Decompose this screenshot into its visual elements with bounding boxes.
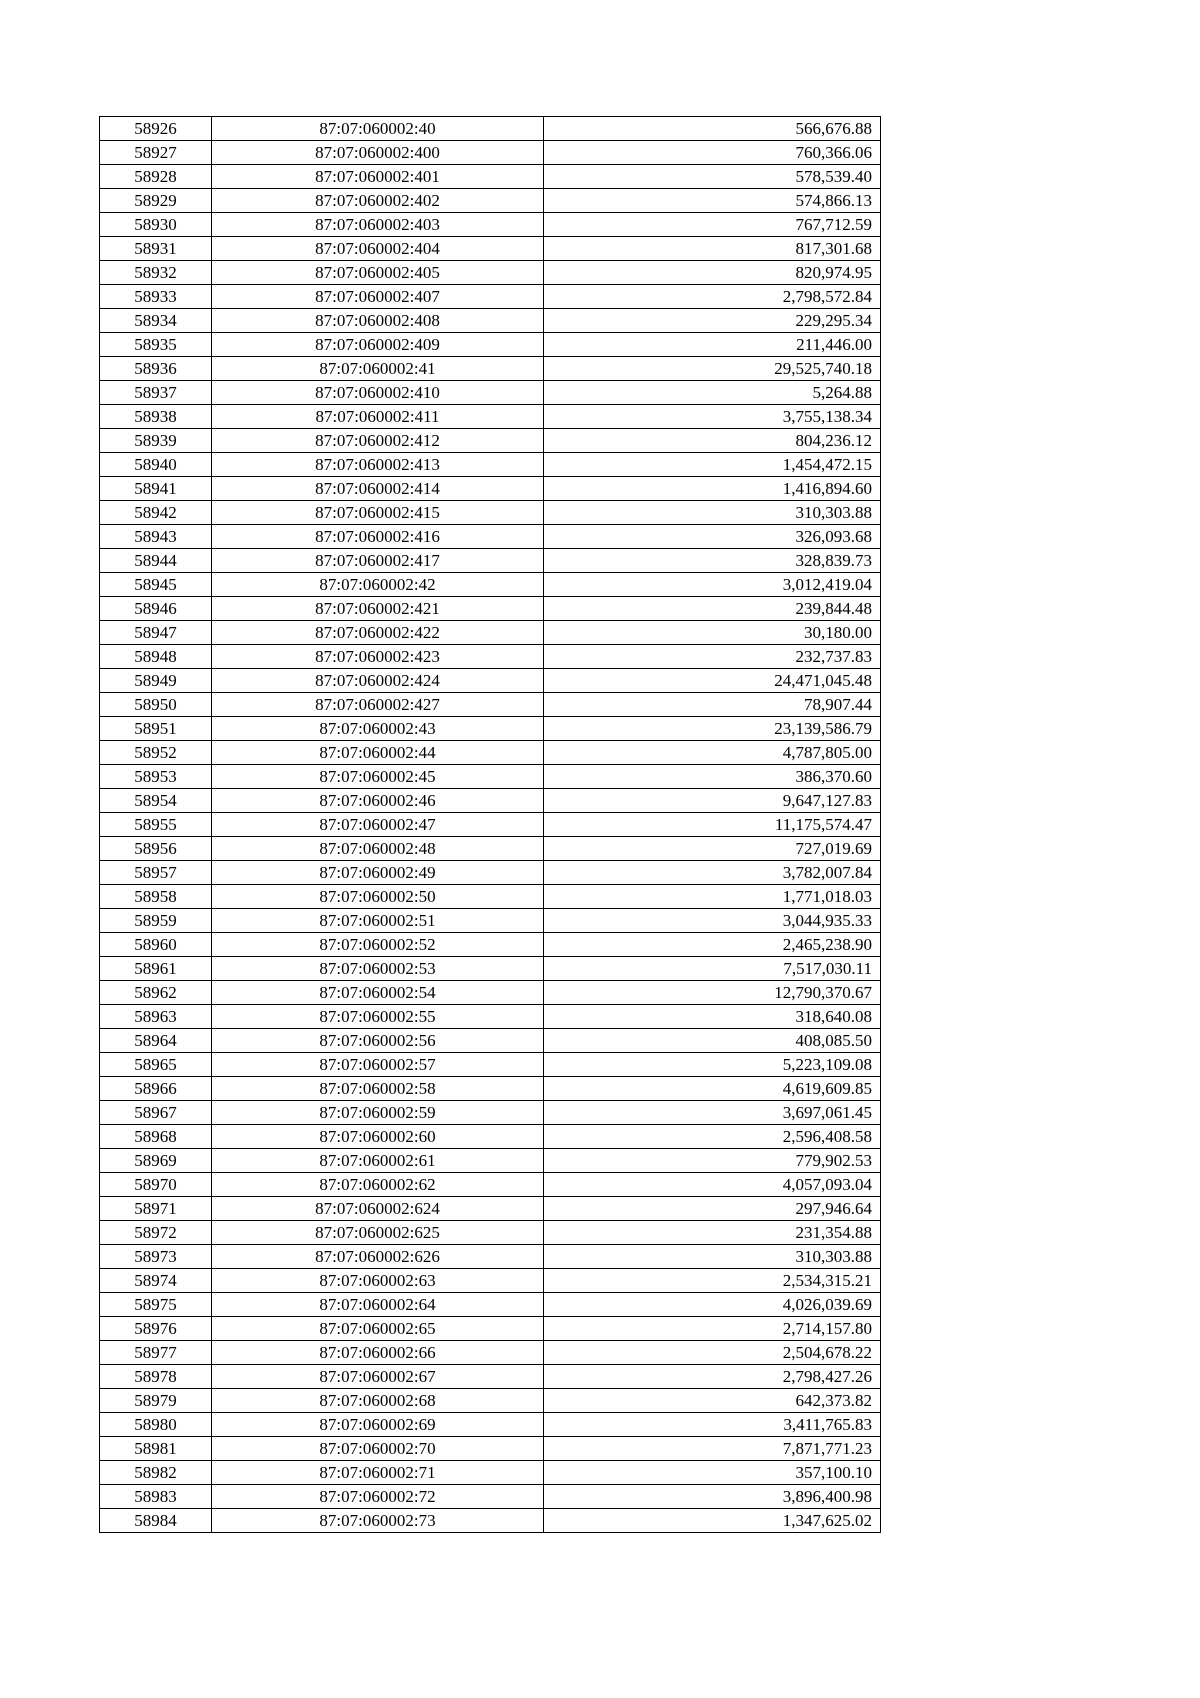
- cadastral-id-cell: 87:07:060002:47: [212, 813, 544, 837]
- value-cell: 779,902.53: [544, 1149, 881, 1173]
- value-cell: 318,640.08: [544, 1005, 881, 1029]
- value-cell: 12,790,370.67: [544, 981, 881, 1005]
- value-cell: 2,534,315.21: [544, 1269, 881, 1293]
- row-number-cell: 58931: [100, 237, 212, 261]
- value-cell: 29,525,740.18: [544, 357, 881, 381]
- value-cell: 4,026,039.69: [544, 1293, 881, 1317]
- row-number-cell: 58947: [100, 621, 212, 645]
- row-number-cell: 58954: [100, 789, 212, 813]
- row-number-cell: 58952: [100, 741, 212, 765]
- table-row: [100, 933, 881, 957]
- row-number-cell: 58971: [100, 1197, 212, 1221]
- row-number-cell: 58960: [100, 933, 212, 957]
- cadastral-id-cell: 87:07:060002:413: [212, 453, 544, 477]
- row-number-cell: 58928: [100, 165, 212, 189]
- table-row: [100, 1389, 881, 1413]
- row-number-cell: 58978: [100, 1365, 212, 1389]
- row-number-cell: 58948: [100, 645, 212, 669]
- cadastral-id-cell: 87:07:060002:61: [212, 1149, 544, 1173]
- value-cell: 760,366.06: [544, 141, 881, 165]
- table-row: [100, 1365, 881, 1389]
- table-row: [100, 1437, 881, 1461]
- table-row: [100, 837, 881, 861]
- cadastral-id-cell: 87:07:060002:65: [212, 1317, 544, 1341]
- row-number-cell: 58983: [100, 1485, 212, 1509]
- row-number-cell: 58929: [100, 189, 212, 213]
- table-row: [100, 501, 881, 525]
- cadastral-id-cell: 87:07:060002:73: [212, 1509, 544, 1533]
- table-body: [100, 117, 881, 1533]
- table-row: [100, 1125, 881, 1149]
- cadastral-id-cell: 87:07:060002:423: [212, 645, 544, 669]
- row-number-cell: 58957: [100, 861, 212, 885]
- value-cell: 3,012,419.04: [544, 573, 881, 597]
- value-cell: 328,839.73: [544, 549, 881, 573]
- value-cell: 3,896,400.98: [544, 1485, 881, 1509]
- row-number-cell: 58949: [100, 669, 212, 693]
- cadastral-id-cell: 87:07:060002:53: [212, 957, 544, 981]
- cadastral-id-cell: 87:07:060002:401: [212, 165, 544, 189]
- cadastral-id-cell: 87:07:060002:415: [212, 501, 544, 525]
- value-cell: 566,676.88: [544, 117, 881, 141]
- cadastral-id-cell: 87:07:060002:51: [212, 909, 544, 933]
- value-cell: 5,223,109.08: [544, 1053, 881, 1077]
- row-number-cell: 58982: [100, 1461, 212, 1485]
- row-number-cell: 58942: [100, 501, 212, 525]
- row-number-cell: 58959: [100, 909, 212, 933]
- value-cell: 9,647,127.83: [544, 789, 881, 813]
- value-cell: 4,057,093.04: [544, 1173, 881, 1197]
- value-cell: 211,446.00: [544, 333, 881, 357]
- cadastral-id-cell: 87:07:060002:54: [212, 981, 544, 1005]
- value-cell: 2,596,408.58: [544, 1125, 881, 1149]
- cadastral-id-cell: 87:07:060002:46: [212, 789, 544, 813]
- row-number-cell: 58945: [100, 573, 212, 597]
- cadastral-id-cell: 87:07:060002:424: [212, 669, 544, 693]
- cadastral-id-cell: 87:07:060002:416: [212, 525, 544, 549]
- table-row: [100, 213, 881, 237]
- cadastral-id-cell: 87:07:060002:407: [212, 285, 544, 309]
- table-row: [100, 453, 881, 477]
- row-number-cell: 58975: [100, 1293, 212, 1317]
- row-number-cell: 58926: [100, 117, 212, 141]
- cadastral-id-cell: 87:07:060002:66: [212, 1341, 544, 1365]
- cadastral-id-cell: 87:07:060002:69: [212, 1413, 544, 1437]
- cadastral-id-cell: 87:07:060002:408: [212, 309, 544, 333]
- table-row: [100, 669, 881, 693]
- value-cell: 78,907.44: [544, 693, 881, 717]
- row-number-cell: 58953: [100, 765, 212, 789]
- table-row: [100, 261, 881, 285]
- table-row: [100, 1461, 881, 1485]
- row-number-cell: 58935: [100, 333, 212, 357]
- cadastral-id-cell: 87:07:060002:410: [212, 381, 544, 405]
- cadastral-id-cell: 87:07:060002:44: [212, 741, 544, 765]
- value-cell: 574,866.13: [544, 189, 881, 213]
- table-row: [100, 1317, 881, 1341]
- row-number-cell: 58932: [100, 261, 212, 285]
- row-number-cell: 58962: [100, 981, 212, 1005]
- row-number-cell: 58970: [100, 1173, 212, 1197]
- cadastral-id-cell: 87:07:060002:42: [212, 573, 544, 597]
- row-number-cell: 58927: [100, 141, 212, 165]
- value-cell: 1,347,625.02: [544, 1509, 881, 1533]
- table-row: [100, 333, 881, 357]
- value-cell: 11,175,574.47: [544, 813, 881, 837]
- row-number-cell: 58973: [100, 1245, 212, 1269]
- value-cell: 408,085.50: [544, 1029, 881, 1053]
- cadastral-id-cell: 87:07:060002:49: [212, 861, 544, 885]
- row-number-cell: 58944: [100, 549, 212, 573]
- table-row: [100, 309, 881, 333]
- value-cell: 817,301.68: [544, 237, 881, 261]
- cadastral-id-cell: 87:07:060002:403: [212, 213, 544, 237]
- value-cell: 3,044,935.33: [544, 909, 881, 933]
- cadastral-id-cell: 87:07:060002:68: [212, 1389, 544, 1413]
- cadastral-id-cell: 87:07:060002:404: [212, 237, 544, 261]
- value-cell: 310,303.88: [544, 501, 881, 525]
- value-cell: 4,619,609.85: [544, 1077, 881, 1101]
- row-number-cell: 58946: [100, 597, 212, 621]
- table-row: [100, 573, 881, 597]
- data-table: [99, 116, 881, 1533]
- value-cell: 229,295.34: [544, 309, 881, 333]
- table-row: [100, 717, 881, 741]
- row-number-cell: 58934: [100, 309, 212, 333]
- table-row: [100, 789, 881, 813]
- table-row: [100, 1269, 881, 1293]
- cadastral-id-cell: 87:07:060002:40: [212, 117, 544, 141]
- table-row: [100, 141, 881, 165]
- table-row: [100, 477, 881, 501]
- value-cell: 357,100.10: [544, 1461, 881, 1485]
- cadastral-id-cell: 87:07:060002:59: [212, 1101, 544, 1125]
- cadastral-id-cell: 87:07:060002:405: [212, 261, 544, 285]
- cadastral-id-cell: 87:07:060002:422: [212, 621, 544, 645]
- cadastral-id-cell: 87:07:060002:60: [212, 1125, 544, 1149]
- value-cell: 804,236.12: [544, 429, 881, 453]
- table-row: [100, 1509, 881, 1533]
- row-number-cell: 58972: [100, 1221, 212, 1245]
- table-row: [100, 813, 881, 837]
- cadastral-id-cell: 87:07:060002:52: [212, 933, 544, 957]
- cadastral-id-cell: 87:07:060002:64: [212, 1293, 544, 1317]
- cadastral-id-cell: 87:07:060002:43: [212, 717, 544, 741]
- table-row: [100, 237, 881, 261]
- value-cell: 2,798,572.84: [544, 285, 881, 309]
- table-row: [100, 165, 881, 189]
- table-row: [100, 645, 881, 669]
- row-number-cell: 58980: [100, 1413, 212, 1437]
- row-number-cell: 58936: [100, 357, 212, 381]
- cadastral-id-cell: 87:07:060002:45: [212, 765, 544, 789]
- row-number-cell: 58969: [100, 1149, 212, 1173]
- value-cell: 3,755,138.34: [544, 405, 881, 429]
- value-cell: 2,798,427.26: [544, 1365, 881, 1389]
- row-number-cell: 58964: [100, 1029, 212, 1053]
- table-row: [100, 885, 881, 909]
- value-cell: 2,504,678.22: [544, 1341, 881, 1365]
- value-cell: 767,712.59: [544, 213, 881, 237]
- row-number-cell: 58938: [100, 405, 212, 429]
- table-row: [100, 189, 881, 213]
- row-number-cell: 58958: [100, 885, 212, 909]
- value-cell: 297,946.64: [544, 1197, 881, 1221]
- value-cell: 232,737.83: [544, 645, 881, 669]
- value-cell: 23,139,586.79: [544, 717, 881, 741]
- table-row: [100, 909, 881, 933]
- table-row: [100, 861, 881, 885]
- cadastral-id-cell: 87:07:060002:63: [212, 1269, 544, 1293]
- cadastral-id-cell: 87:07:060002:414: [212, 477, 544, 501]
- cadastral-id-cell: 87:07:060002:58: [212, 1077, 544, 1101]
- cadastral-id-cell: 87:07:060002:67: [212, 1365, 544, 1389]
- table-row: [100, 741, 881, 765]
- table-row: [100, 117, 881, 141]
- cadastral-id-cell: 87:07:060002:72: [212, 1485, 544, 1509]
- table-row: [100, 1341, 881, 1365]
- row-number-cell: 58955: [100, 813, 212, 837]
- table-row: [100, 1413, 881, 1437]
- cadastral-id-cell: 87:07:060002:412: [212, 429, 544, 453]
- cadastral-id-cell: 87:07:060002:71: [212, 1461, 544, 1485]
- value-cell: 30,180.00: [544, 621, 881, 645]
- value-cell: 578,539.40: [544, 165, 881, 189]
- row-number-cell: 58937: [100, 381, 212, 405]
- row-number-cell: 58940: [100, 453, 212, 477]
- value-cell: 7,517,030.11: [544, 957, 881, 981]
- cadastral-id-cell: 87:07:060002:411: [212, 405, 544, 429]
- row-number-cell: 58981: [100, 1437, 212, 1461]
- cadastral-id-cell: 87:07:060002:48: [212, 837, 544, 861]
- table-row: [100, 1221, 881, 1245]
- table-row: [100, 381, 881, 405]
- table-row: [100, 1005, 881, 1029]
- table-row: [100, 1293, 881, 1317]
- cadastral-id-cell: 87:07:060002:624: [212, 1197, 544, 1221]
- value-cell: 2,714,157.80: [544, 1317, 881, 1341]
- row-number-cell: 58933: [100, 285, 212, 309]
- value-cell: 1,454,472.15: [544, 453, 881, 477]
- cadastral-id-cell: 87:07:060002:41: [212, 357, 544, 381]
- row-number-cell: 58979: [100, 1389, 212, 1413]
- table-row: [100, 429, 881, 453]
- table-row: [100, 1485, 881, 1509]
- row-number-cell: 58984: [100, 1509, 212, 1533]
- cadastral-id-cell: 87:07:060002:421: [212, 597, 544, 621]
- table-row: [100, 1101, 881, 1125]
- table-row: [100, 981, 881, 1005]
- value-cell: 239,844.48: [544, 597, 881, 621]
- row-number-cell: 58965: [100, 1053, 212, 1077]
- cadastral-id-cell: 87:07:060002:62: [212, 1173, 544, 1197]
- row-number-cell: 58963: [100, 1005, 212, 1029]
- table-row: [100, 1245, 881, 1269]
- table-row: [100, 693, 881, 717]
- row-number-cell: 58941: [100, 477, 212, 501]
- row-number-cell: 58968: [100, 1125, 212, 1149]
- cadastral-id-cell: 87:07:060002:402: [212, 189, 544, 213]
- row-number-cell: 58943: [100, 525, 212, 549]
- cadastral-id-cell: 87:07:060002:55: [212, 1005, 544, 1029]
- cadastral-id-cell: 87:07:060002:417: [212, 549, 544, 573]
- table-row: [100, 621, 881, 645]
- table-row: [100, 1029, 881, 1053]
- row-number-cell: 58951: [100, 717, 212, 741]
- table-row: [100, 765, 881, 789]
- table-row: [100, 525, 881, 549]
- table-row: [100, 285, 881, 309]
- row-number-cell: 58976: [100, 1317, 212, 1341]
- value-cell: 642,373.82: [544, 1389, 881, 1413]
- value-cell: 5,264.88: [544, 381, 881, 405]
- value-cell: 727,019.69: [544, 837, 881, 861]
- row-number-cell: 58950: [100, 693, 212, 717]
- cadastral-id-cell: 87:07:060002:625: [212, 1221, 544, 1245]
- row-number-cell: 58974: [100, 1269, 212, 1293]
- row-number-cell: 58966: [100, 1077, 212, 1101]
- table-row: [100, 1173, 881, 1197]
- row-number-cell: 58961: [100, 957, 212, 981]
- row-number-cell: 58977: [100, 1341, 212, 1365]
- value-cell: 231,354.88: [544, 1221, 881, 1245]
- cadastral-id-cell: 87:07:060002:50: [212, 885, 544, 909]
- value-cell: 3,411,765.83: [544, 1413, 881, 1437]
- cadastral-id-cell: 87:07:060002:427: [212, 693, 544, 717]
- value-cell: 386,370.60: [544, 765, 881, 789]
- table-row: [100, 957, 881, 981]
- table-row: [100, 597, 881, 621]
- value-cell: 7,871,771.23: [544, 1437, 881, 1461]
- row-number-cell: 58930: [100, 213, 212, 237]
- value-cell: 2,465,238.90: [544, 933, 881, 957]
- table-row: [100, 1053, 881, 1077]
- row-number-cell: 58939: [100, 429, 212, 453]
- cadastral-id-cell: 87:07:060002:400: [212, 141, 544, 165]
- value-cell: 820,974.95: [544, 261, 881, 285]
- value-cell: 1,416,894.60: [544, 477, 881, 501]
- table-row: [100, 1077, 881, 1101]
- table-row: [100, 1197, 881, 1221]
- row-number-cell: 58956: [100, 837, 212, 861]
- row-number-cell: 58967: [100, 1101, 212, 1125]
- cadastral-id-cell: 87:07:060002:70: [212, 1437, 544, 1461]
- table-row: [100, 357, 881, 381]
- value-cell: 326,093.68: [544, 525, 881, 549]
- cadastral-id-cell: 87:07:060002:626: [212, 1245, 544, 1269]
- cadastral-id-cell: 87:07:060002:409: [212, 333, 544, 357]
- table-row: [100, 405, 881, 429]
- value-cell: 310,303.88: [544, 1245, 881, 1269]
- table-row: [100, 549, 881, 573]
- table-row: [100, 1149, 881, 1173]
- value-cell: 3,697,061.45: [544, 1101, 881, 1125]
- value-cell: 24,471,045.48: [544, 669, 881, 693]
- cadastral-id-cell: 87:07:060002:56: [212, 1029, 544, 1053]
- value-cell: 3,782,007.84: [544, 861, 881, 885]
- cadastral-id-cell: 87:07:060002:57: [212, 1053, 544, 1077]
- value-cell: 1,771,018.03: [544, 885, 881, 909]
- value-cell: 4,787,805.00: [544, 741, 881, 765]
